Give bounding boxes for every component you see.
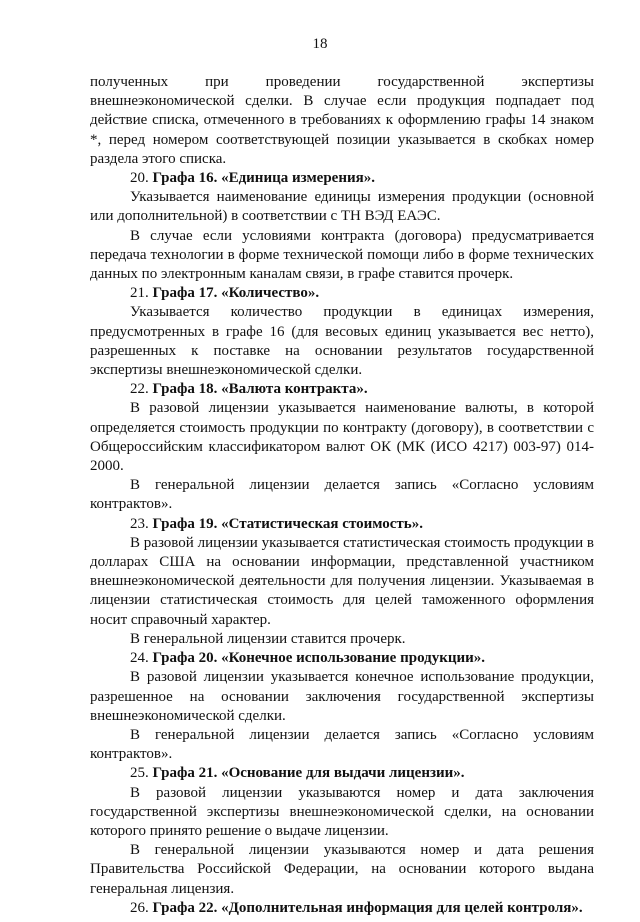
section-heading [90, 169, 594, 188]
body-paragraph: В генеральной лицензии ставится прочерк. [130, 630, 406, 647]
section-heading [90, 649, 594, 668]
section-title: Графа 16. «Единица измерения». [152, 170, 375, 187]
section-number: 24. [130, 650, 153, 667]
section-title: Графа 19. «Статистическая стоимость». [152, 515, 423, 532]
body-paragraph: В разовой лицензии указываются номер и дата заключения государственной экспертизы внешнеэкономической сделки, на основании которого принято решение о выдаче лицензии. [90, 784, 594, 839]
section-heading [90, 380, 594, 399]
body-paragraph: В генеральной лицензии делается запись «Согласно условиям контрактов». [90, 477, 594, 513]
body-paragraph: В разовой лицензии указывается статистическая стоимость продукции в долларах США на основании информации, представленной участником внешнеэкономической деятельности для получения лицензии. Указываемая в лицензии статистическая стоимость для целей таможенного оформления носит справочный характер. [90, 534, 594, 628]
section-title: Графа 22. «Дополнительная информация для целей контроля». [152, 899, 583, 916]
body-paragraph: В генеральной лицензии делается запись «Согласно условиям контрактов». [90, 726, 594, 763]
section-title: Графа 21. «Основание для выдачи лицензии». [152, 765, 465, 782]
section-number: 22. [130, 381, 153, 398]
body-paragraph: полученных при проведении государственной экспертизы внешнеэкономической сделки. В случае если продукция подпадает под действие списка, отмеченного в требованиях к оформлению графы 14 знаком *, перед номером соответствующей позиции указывается в скобках номер раздела этого списка. [90, 74, 594, 167]
body-paragraph: Указывается наименование единицы измерения продукции (основной или дополнительной) в соответствии с ТН ВЭД ЕАЭС. [90, 189, 594, 225]
section-heading [90, 515, 594, 534]
section-heading [90, 764, 594, 783]
section-number: 20. [130, 170, 153, 187]
section-title: Графа 20. «Конечное использование продукции». [152, 650, 486, 667]
section-number: 25. [130, 765, 153, 782]
body-paragraph: Указывается количество продукции в единицах измерения, предусмотренных в графе 16 (для весовых единиц указывается вес нетто), разрешенных к поставке на основании результатов государственной экспертизы внешнеэкономической сделки. [90, 304, 594, 379]
page-number: 18 [312, 36, 328, 52]
section-title: Графа 18. «Валюта контракта». [152, 381, 368, 398]
section-title: Графа 17. «Количество». [152, 285, 320, 302]
section-heading [90, 284, 594, 303]
section-heading [90, 899, 594, 918]
body-paragraph: В случае если условиями контракта (договора) предусматривается передача технологии в форме технической помощи либо в форме технических данных по электронным каналам связи, в графе ставится прочерк. [90, 227, 594, 283]
body-paragraph: В разовой лицензии указывается наименование валюты, в которой определяется стоимость продукции по контракту (договору), в соответствии с Общероссийским классификатором валют ОК (МК (ИСО 4217) 003-97) 014-2000. [90, 400, 594, 475]
section-number: 23. [130, 515, 153, 532]
document-body [90, 73, 594, 918]
body-paragraph: В разовой лицензии указывается конечное использование продукции, разрешенное на основании заключения государственной экспертизы внешнеэкономической сделки. [90, 669, 594, 724]
section-number: 21. [130, 285, 153, 302]
section-number: 26. [130, 899, 153, 916]
body-paragraph: В генеральной лицензии указываются номер и дата решения Правительства Российской Федерации, на основании которого выдана генеральная лицензия. [90, 842, 594, 897]
